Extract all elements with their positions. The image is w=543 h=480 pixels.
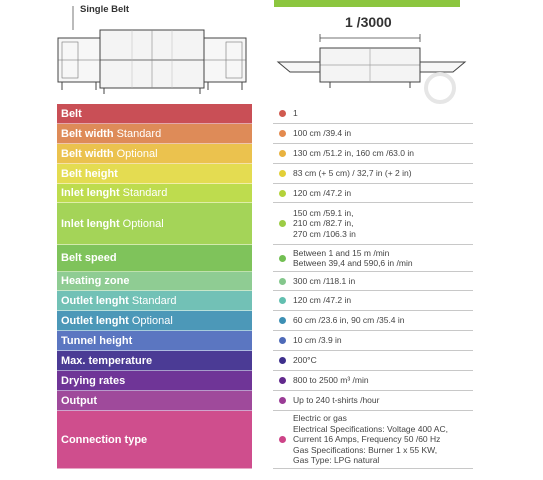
spec-value-text (293, 188, 351, 199)
spec-value-text (293, 108, 298, 119)
spec-value-line: 800 to 2500 m³ /min (293, 375, 369, 386)
spec-label-text: Belt height (61, 167, 118, 180)
spec-value-line: 200°C (293, 355, 317, 366)
spec-value-text (293, 148, 414, 159)
spec-value-2 (273, 144, 473, 164)
spec-value-line: Up to 240 t-shirts /hour (293, 395, 380, 406)
spec-value-line: 1 (293, 108, 298, 119)
spec-label-4 (57, 184, 252, 203)
spec-label-text: Belt speed (61, 252, 117, 264)
spec-value-7 (273, 272, 473, 291)
single-belt-machine-drawing (0, 0, 260, 104)
spec-label-text: Inlet lenght (61, 217, 120, 230)
spec-label-text: Heating zone (61, 275, 130, 287)
spec-label-text: Outlet lenght (61, 294, 129, 307)
spec-label-suffix: Standard (122, 187, 168, 199)
spec-label-13 (57, 391, 252, 411)
spec-label-suffix: Standard (116, 127, 162, 140)
spec-value-line: Gas Specifications: Burner 1 x 55 KW, (293, 444, 438, 455)
spec-label-text: Outlet lenght (61, 314, 129, 327)
spec-label-column (57, 104, 252, 469)
spec-value-line: 60 cm /23.6 in, 90 cm /35.4 in (293, 315, 405, 326)
spec-value-text (293, 395, 379, 406)
bullet-dot-icon (279, 170, 286, 177)
spec-value-text (293, 335, 342, 346)
single-belt-label: Single Belt (80, 4, 130, 15)
spec-value-line: 100 cm /39.4 in (293, 128, 352, 139)
spec-value-text (293, 315, 405, 326)
spec-value-5 (273, 203, 473, 245)
spec-label-text: Inlet lenght (61, 187, 120, 199)
spec-value-text (293, 168, 412, 179)
bullet-dot-icon (279, 255, 286, 262)
spec-value-text (293, 276, 355, 287)
spec-value-line: 10 cm /3.9 in (293, 335, 342, 346)
spec-value-text (293, 413, 448, 466)
spec-label-12 (57, 371, 252, 391)
spec-label-text: Belt width (61, 147, 114, 160)
side-view-diagram (270, 0, 543, 104)
spec-value-12 (273, 371, 473, 391)
bullet-dot-icon (279, 297, 286, 304)
spec-label-5 (57, 203, 252, 245)
spec-label-suffix: Optional (122, 217, 164, 230)
spec-label-0 (57, 104, 252, 124)
spec-label-2 (57, 144, 252, 164)
spec-value-line: 120 cm /47.2 in (293, 187, 352, 198)
bullet-dot-icon (279, 397, 286, 404)
bullet-dot-icon (279, 436, 286, 443)
spec-value-line: Between 1 and 15 m /min (293, 247, 390, 258)
scale-label: 1 /3000 (345, 14, 392, 30)
bullet-dot-icon (279, 110, 286, 117)
spec-value-line: Between 39,4 and 590,6 in /min (293, 258, 413, 268)
bullet-dot-icon (279, 190, 286, 197)
spec-value-line: Gas Type: LPG natural (293, 455, 380, 466)
spec-value-1 (273, 124, 473, 144)
spec-label-suffix: Optional (116, 147, 158, 160)
spec-value-0 (273, 104, 473, 124)
spec-label-text: Max. temperature (61, 354, 153, 367)
spec-label-3 (57, 164, 252, 184)
spec-label-suffix: Standard (131, 294, 177, 307)
spec-label-6 (57, 245, 252, 272)
spec-value-line: 300 cm /118.1 in (293, 275, 356, 286)
spec-value-line: Current 16 Amps, Frequency 50 /60 Hz (293, 434, 441, 445)
bullet-dot-icon (279, 337, 286, 344)
spec-label-text: Output (61, 394, 98, 407)
spec-value-line: 130 cm /51.2 in, 160 cm /63.0 in (293, 148, 414, 159)
spec-value-10 (273, 331, 473, 351)
bullet-dot-icon (279, 150, 286, 157)
spec-value-text (293, 355, 317, 366)
spec-value-line: 83 cm (+ 5 cm) / 32,7 in (+ 2 in) (293, 168, 412, 179)
spec-label-text: Connection type (61, 433, 148, 446)
spec-value-line: 270 cm /106.3 in (293, 228, 356, 239)
spec-value-13 (273, 391, 473, 411)
spec-value-11 (273, 351, 473, 371)
single-belt-diagram (0, 0, 260, 104)
spec-label-14 (57, 411, 252, 469)
spec-value-6 (273, 245, 473, 272)
spec-label-8 (57, 291, 252, 311)
spec-value-line: 150 cm /59.1 in, (293, 207, 354, 218)
spec-value-text (293, 128, 351, 139)
spec-value-14 (273, 411, 473, 469)
spec-value-text (293, 375, 369, 386)
bullet-dot-icon (279, 377, 286, 384)
bullet-dot-icon (279, 130, 286, 137)
spec-label-text: Belt (61, 107, 82, 120)
spec-label-suffix: Optional (131, 314, 173, 327)
spec-value-3 (273, 164, 473, 184)
spec-label-text: Belt width (61, 127, 114, 140)
spec-value-9 (273, 311, 473, 331)
spec-label-1 (57, 124, 252, 144)
spec-label-text: Drying rates (61, 374, 126, 387)
spec-value-line: 210 cm /82.7 in, (293, 218, 354, 229)
spec-label-7 (57, 272, 252, 291)
spec-value-line: Electrical Specifications: Voltage 400 AC, (293, 423, 448, 434)
spec-value-line: Electric or gas (293, 413, 347, 424)
spec-value-text (293, 208, 356, 240)
spec-label-9 (57, 311, 252, 331)
bullet-dot-icon (279, 317, 286, 324)
spec-label-text: Tunnel height (61, 334, 133, 347)
spec-label-10 (57, 331, 252, 351)
bullet-dot-icon (279, 357, 286, 364)
gear-watermark-icon (426, 74, 454, 102)
spec-value-8 (273, 291, 473, 311)
spec-label-11 (57, 351, 252, 371)
bullet-dot-icon (279, 278, 286, 285)
bullet-dot-icon (279, 220, 286, 227)
spec-value-text (293, 295, 351, 306)
spec-value-4 (273, 184, 473, 203)
side-view-machine-drawing (270, 0, 543, 104)
spec-value-line: 120 cm /47.2 in (293, 295, 352, 306)
spec-value-text (293, 248, 413, 269)
spec-value-column (273, 104, 473, 469)
